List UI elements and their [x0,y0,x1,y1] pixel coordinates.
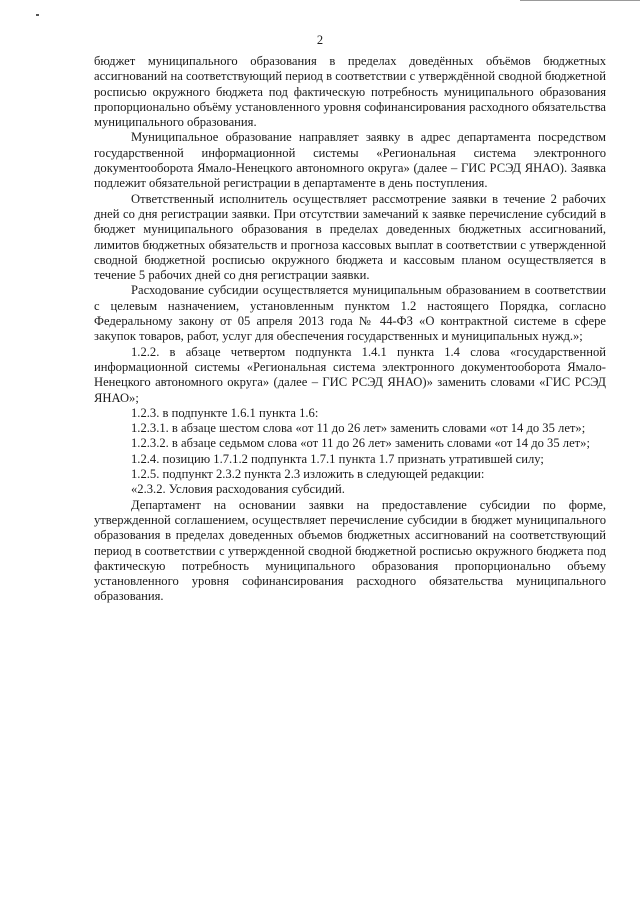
page-number: 2 [316,33,324,47]
paragraph: 1.2.3.2. в абзаце седьмом слова «от 11 до 26 лет» заменить словами «от 14 до 35 лет»; [131,436,590,451]
paragraph: Муниципальное образование направляет заявку в адрес департамента посредством государственной информационной системы «Региональная система электронного документооборота Ямало-Ненецкого автономного округа» (далее – ГИС РСЭД ЯНАО). Заявка подлежит обязательной регистрации в департаменте в день поступления. [94,130,606,191]
paragraph: Расходование субсидии осуществляется муниципальным образованием в соответствии с целевым назначением, установленным пунктом 1.2 настоящего Порядка, согласно Федеральному закону от 05 апреля 2013 года № 44-ФЗ «О контрактной системе в сфере закупок товаров, работ, услуг для обеспечения государственных и муниципальных нужд.»; [94,283,606,344]
paragraph: 1.2.3.1. в абзаце шестом слова «от 11 до 26 лет» заменить словами «от 14 до 35 лет»; [131,421,586,436]
paragraph: 1.2.2. в абзаце четвертом подпункта 1.4.1 пункта 1.4 слова «государственной информационной системы «Региональная система электронного документооборота Ямало-Ненецкого автономного округа» (далее – ГИС РСЭД ЯНАО)» заменить словами «ГИС РСЭД ЯНАО»; [94,344,606,405]
paragraph: бюджет муниципального образования в пределах доведённых объёмов бюджетных ассигнований на соответствующий период в соответствии с утверждённой сводной бюджетной росписью окружного бюджета под фактическую потребность муниципального образования пропорционально объёму установленного уровня софинансирования расходного обязательства муниципального образования. [94,54,606,130]
top-edge-line [520,0,640,1]
paragraph: «2.3.2. Условия расходования субсидий. [131,482,345,497]
paragraph: 1.2.5. подпункт 2.3.2 пункта 2.3 изложить в следующей редакции: [131,467,485,482]
paragraph: Ответственный исполнитель осуществляет рассмотрение заявки в течение 2 рабочих дней со дня регистрации заявки. При отсутствии замечаний к заявке перечисление субсидий в бюджет муниципального образования в пределах доведенных бюджетных ассигнований, лимитов бюджетных обязательств и прогноза кассовых выплат в соответствии с утвержденной сводной бюджетной росписью окружного бюджета и кассовым планом осуществляется в течение 5 рабочих дней со дня регистрации заявки. [94,191,606,283]
document-body [94,54,606,605]
paragraph: 1.2.4. позицию 1.7.1.2 подпункта 1.7.1 пункта 1.7 признать утратившей силу; [131,451,544,466]
paragraph: 1.2.3. в подпункте 1.6.1 пункта 1.6: [131,405,319,420]
scan-mark [36,14,39,16]
paragraph: Департамент на основании заявки на предоставление субсидии по форме, утвержденной соглашением, осуществляет перечисление субсидии в бюджет муниципального образования в пределах доведенных объемов бюджетных ассигнований на соответствующий период в соответствии с утвержденной сводной бюджетной росписью окружного бюджета под фактическую потребность муниципального образования пропорционально объему установленного уровня софинансирования расходного обязательства муниципального образования. [94,497,606,604]
